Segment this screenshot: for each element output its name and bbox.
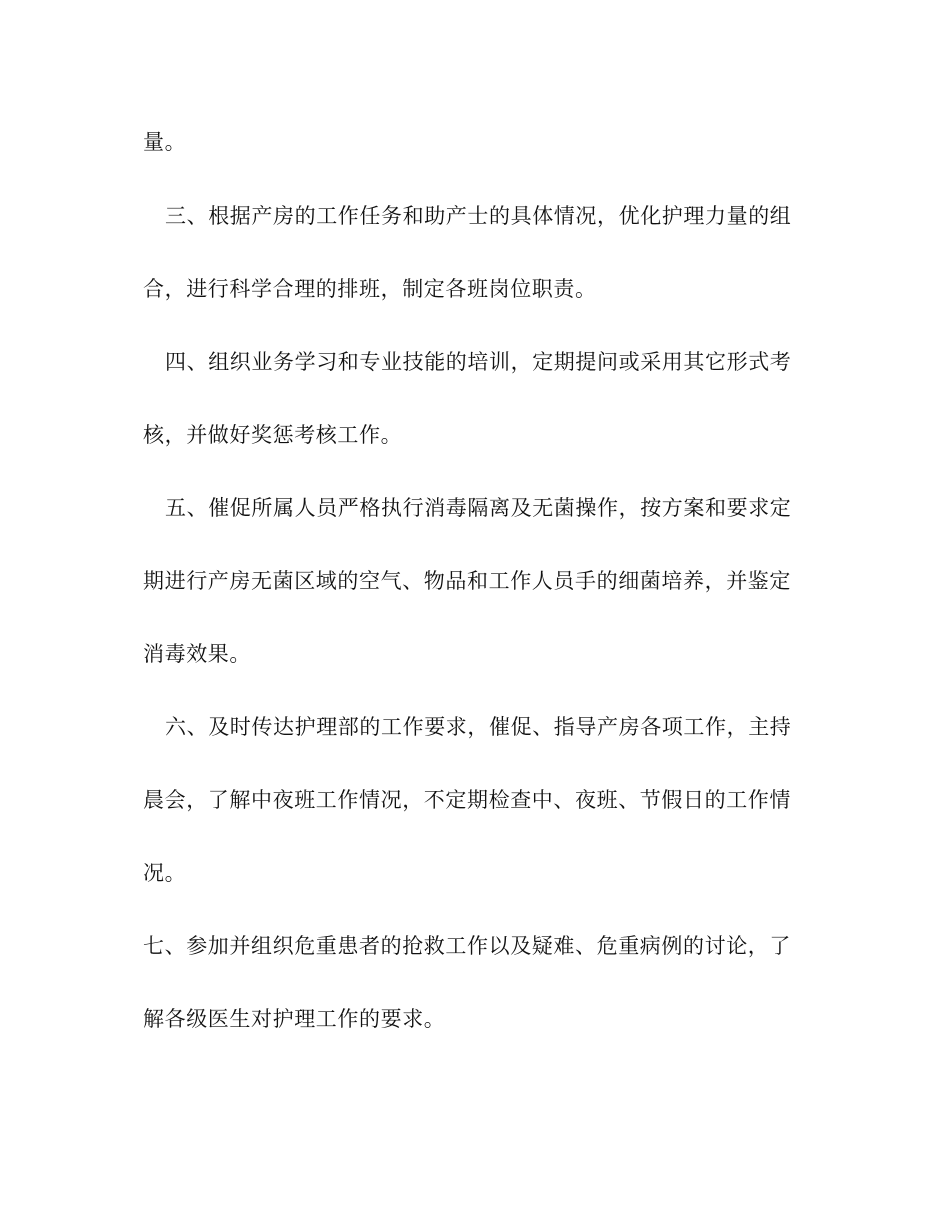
paragraph-4-line-1: 四、组织业务学习和专业技能的培训，定期提问或采用其它形式考 (165, 350, 792, 374)
paragraph-7-line-2: 解各级医生对护理工作的要求。 (143, 1007, 446, 1031)
text-line: 量。 (143, 130, 187, 154)
paragraph-6-line-3: 况。 (143, 861, 187, 885)
paragraph-3-line-1: 三、根据产房的工作任务和助产士的具体情况，优化护理力量的组 (165, 204, 792, 228)
paragraph-5-line-3: 消毒效果。 (143, 642, 251, 666)
paragraph-5-line-2: 期进行产房无菌区域的空气、物品和工作人员手的细菌培养，并鉴定 (143, 569, 791, 593)
paragraph-6-line-1: 六、及时传达护理部的工作要求，催促、指导产房各项工作，主持 (165, 715, 792, 739)
paragraph-6-line-2: 晨会，了解中夜班工作情况，不定期检查中、夜班、节假日的工作情 (143, 788, 791, 812)
paragraph-5-line-1: 五、催促所属人员严格执行消毒隔离及无菌操作，按方案和要求定 (165, 496, 792, 520)
paragraph-3-line-2: 合，进行科学合理的排班，制定各班岗位职责。 (143, 277, 597, 301)
paragraph-4-line-2: 核，并做好奖惩考核工作。 (143, 423, 403, 447)
paragraph-7-line-1: 七、参加并组织危重患者的抢救工作以及疑难、危重病例的讨论，了 (143, 934, 791, 958)
